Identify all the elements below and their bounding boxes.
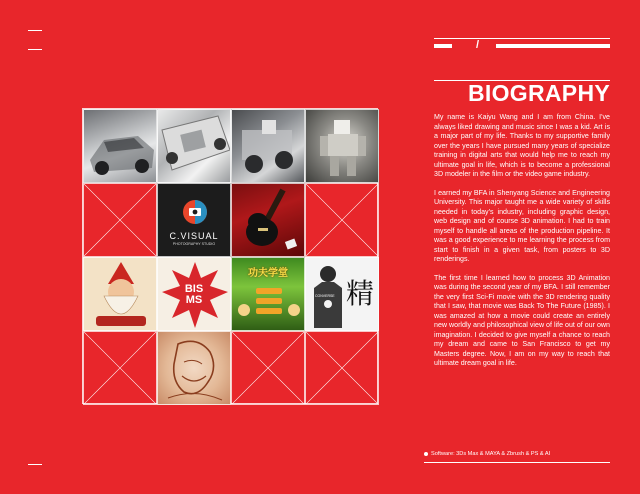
- guitar-icon: [232, 184, 305, 257]
- bisms-text: BIS MS: [184, 283, 204, 306]
- placeholder-cross-icon: [84, 184, 156, 256]
- sketch-portrait-icon: [158, 332, 231, 405]
- corner-mark-bottom-left: [28, 464, 42, 465]
- software-text: Software: 3Ds Max & MAYA & Zbrush & PS & AI: [431, 451, 551, 457]
- biography-text: [434, 113, 610, 378]
- car-chassis-icon: [158, 110, 231, 183]
- placeholder-cross-icon: [84, 332, 156, 404]
- portfolio-thumb-car-top[interactable]: [157, 109, 231, 183]
- portfolio-thumb-tshirt[interactable]: [305, 257, 379, 331]
- header-bar-long: [496, 44, 610, 48]
- bottom-rule: [424, 462, 610, 463]
- header-slash: /: [476, 39, 480, 51]
- robot-render-icon: [306, 110, 379, 183]
- portfolio-thumb-robot[interactable]: [305, 109, 379, 183]
- corner-mark-top-left-2: [28, 49, 42, 50]
- bullet-icon: [424, 452, 428, 456]
- cvisual-logo-icon: [158, 184, 231, 257]
- placeholder-cross-icon: [306, 332, 378, 404]
- portfolio-placeholder: [231, 331, 305, 405]
- bio-paragraph-3: The first time I learned how to process 3D Animation was during the second year of my BFA. I still remember the very first Sci-Fi movie with the 3D rendering quality that I saw, that movie was Back To The Future (1985). I was amazed at how a movie could create an entirely new worldly and philosophical view of life out of our own imagination. I decided to give myself a chance to reach my dream and came to San Francisco to get my Masters degree. Now, I am on my way to reach that ultimate dream goal in life.: [434, 273, 610, 367]
- game-title: 功夫学堂: [248, 268, 288, 279]
- software-list: [424, 450, 550, 458]
- cvisual-subtitle: PHOTOGRAPHY STUDIO: [172, 242, 216, 246]
- portfolio-placeholder: [305, 331, 379, 405]
- portfolio-thumb-car-front[interactable]: [83, 109, 157, 183]
- engine-render-icon: [232, 110, 305, 183]
- cvisual-title: C.VISUAL: [169, 231, 219, 241]
- portfolio-thumb-engine[interactable]: [231, 109, 305, 183]
- portfolio-placeholder: [83, 331, 157, 405]
- header-rule: [434, 38, 610, 39]
- portfolio-placeholder: [83, 183, 157, 257]
- header-bar-short: [434, 44, 452, 48]
- portfolio-thumb-bisms[interactable]: [157, 257, 231, 331]
- placeholder-cross-icon: [232, 332, 304, 404]
- portfolio-thumb-cvisual-logo[interactable]: [157, 183, 231, 257]
- header-decoration: [434, 38, 610, 52]
- portfolio-placeholder: [305, 183, 379, 257]
- placeholder-cross-icon: [306, 184, 378, 256]
- portfolio-grid: [82, 108, 378, 404]
- bio-paragraph-1: My name is Kaiyu Wang and I am from China. I've always liked drawing and music since I was a kid. Art is a major part of my life. Thanks to my supportive family over the years I have pursued many years of specialize training in digital arts that would help me to reach my ultimate goal in life, which is to become a professional 3D modeler in the film or the video game industry.: [434, 113, 610, 178]
- corner-mark-top-left: [28, 30, 42, 31]
- calligraphy-character: 精: [346, 277, 375, 310]
- character-illustration-icon: [84, 258, 157, 331]
- portfolio-thumb-illustration[interactable]: [83, 257, 157, 331]
- bio-paragraph-2: I earned my BFA in Shenyang Science and Engineering University. This major taught me a wide variety of skills needed in today's industry, including graphic design, web design and of course 3D animation. I had to train myself to handle all areas of the production pipeline. It was a good experience to me learning the process from start to finish in a given task, from posters to 3D renderings.: [434, 188, 610, 263]
- portfolio-thumb-sketch[interactable]: [157, 331, 231, 405]
- tshirt-text: CONVERSE: [315, 294, 335, 298]
- page-title: BIOGRAPHY: [468, 80, 610, 106]
- car-render-icon: [84, 110, 157, 183]
- portfolio-thumb-game-ui[interactable]: [231, 257, 305, 331]
- portfolio-thumb-guitar[interactable]: [231, 183, 305, 257]
